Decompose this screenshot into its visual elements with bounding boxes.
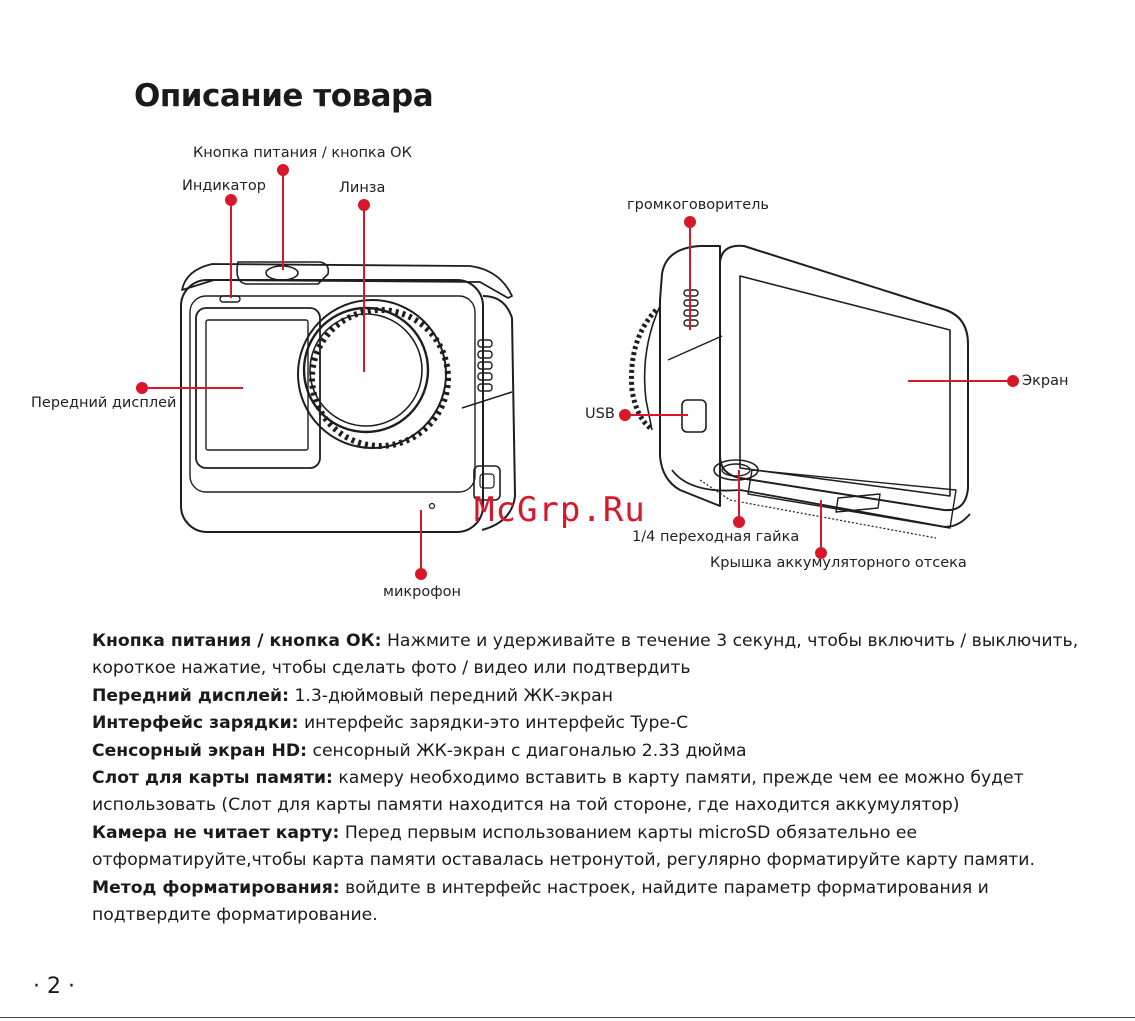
label-screen: Экран	[1022, 373, 1069, 389]
callout-dot-usb	[620, 410, 630, 420]
callout-dot-screen	[1008, 376, 1018, 386]
description-term: Метод форматирования:	[92, 877, 340, 898]
label-lens: Линза	[339, 180, 386, 196]
description-term: Камера не читает карту:	[92, 822, 340, 843]
description-item	[92, 875, 1082, 930]
description-term: Сенсорный экран HD:	[92, 740, 308, 761]
description-list	[92, 628, 1082, 929]
description-item	[92, 738, 1082, 765]
label-power-button: Кнопка питания / кнопка ОК	[193, 145, 412, 161]
description-item	[92, 710, 1082, 737]
description-item	[92, 683, 1082, 710]
description-text: камеру необходимо вставить в карту памяти, прежде чем ее можно будет использовать (Слот для карты памяти находится на той стороне, где находится аккумулятор)	[92, 768, 1024, 816]
callout-dot-tripod	[734, 517, 744, 527]
description-item	[92, 820, 1082, 875]
front-camera-illustration	[181, 262, 515, 532]
label-microphone: микрофон	[383, 584, 461, 600]
bottom-divider	[0, 1017, 1135, 1018]
description-text: Нажмите и удерживайте в течение 3 секунд, чтобы включить / выключить, короткое нажатие, чтобы сделать фото / видео или подтвердить	[92, 631, 1079, 679]
label-indicator: Индикатор	[182, 178, 266, 194]
watermark: McGrp.Ru	[474, 490, 646, 530]
label-usb: USB	[585, 406, 615, 422]
description-text: Перед первым использованием карты microSD обязательно ее отформатируйте,чтобы карта памяти оставалась нетронутой, регулярно форматируйте карту памяти.	[92, 822, 1035, 871]
description-text: интерфейс зарядки-это интерфейс Type-C	[298, 713, 689, 734]
description-term: Слот для карты памяти:	[92, 768, 333, 789]
callout-dot-indicator	[226, 195, 236, 205]
label-speaker: громкоговоритель	[627, 197, 769, 213]
callout-dot-power	[278, 165, 288, 175]
callout-dot-microphone	[416, 569, 426, 579]
description-term: Интерфейс зарядки:	[92, 713, 299, 734]
label-battery-cover: Крышка аккумуляторного отсека	[710, 555, 967, 571]
description-item	[92, 628, 1082, 683]
label-tripod-nut: 1/4 переходная гайка	[632, 529, 800, 545]
back-camera-illustration	[632, 246, 971, 538]
description-text: 1.3-дюймовый передний ЖК-экран	[288, 685, 613, 706]
description-text: сенсорный ЖК-экран с диагональю 2.33 дюйма	[307, 740, 747, 761]
page-number: · 2 ·	[33, 974, 75, 999]
description-term: Передний дисплей:	[92, 685, 289, 706]
callout-dot-speaker	[685, 217, 695, 227]
callout-dot-front-display	[137, 383, 147, 393]
page-title: Описание товара	[134, 78, 434, 114]
label-front-display: Передний дисплей	[31, 395, 177, 411]
description-text: войдите в интерфейс настроек, найдите параметр форматирования и подтвердите форматирование.	[92, 877, 989, 926]
description-item	[92, 765, 1082, 820]
callout-dot-lens	[359, 200, 369, 210]
description-term: Кнопка питания / кнопка ОК:	[92, 631, 382, 651]
